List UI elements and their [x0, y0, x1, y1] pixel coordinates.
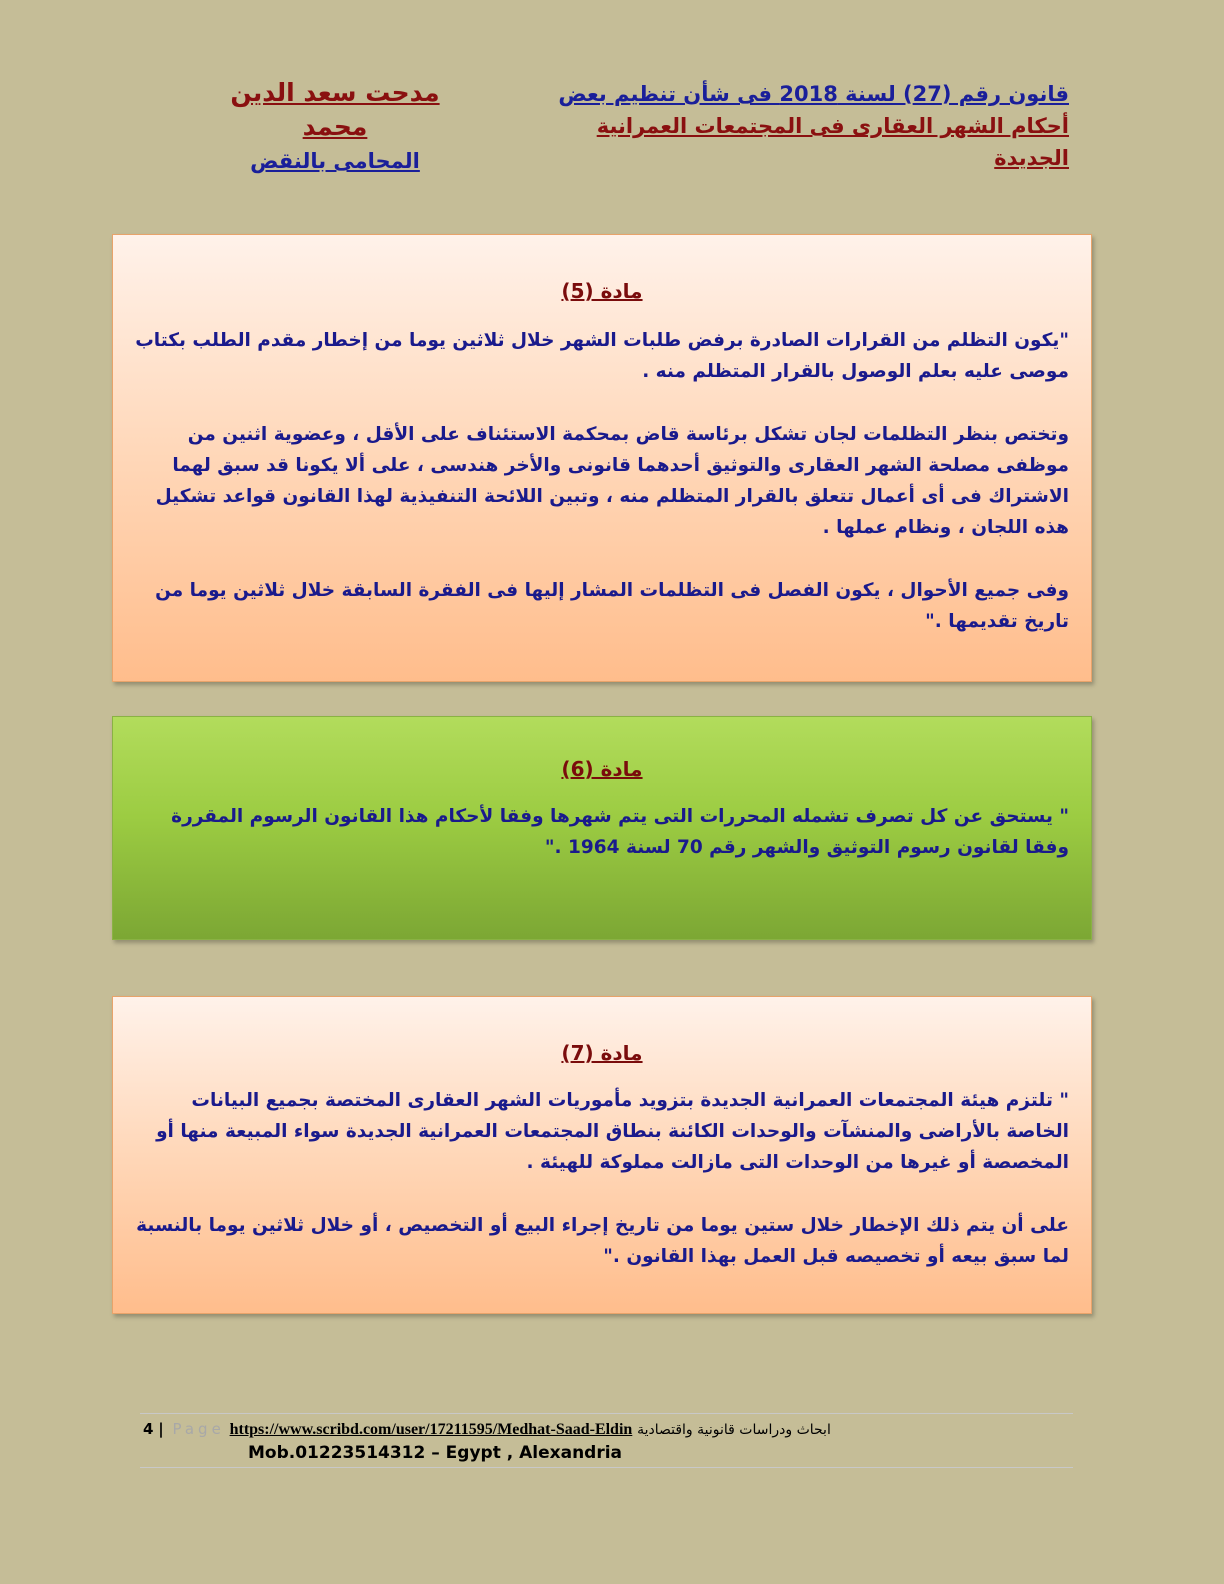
law-title-line2: أحكام الشهر العقارى فى المجتمعات العمرانية الجديدة [596, 114, 1069, 170]
law-title-line1: قانون رقم (27) لسنة 2018 فى شأن تنظيم بعض [558, 82, 1069, 106]
article-6-box [112, 716, 1092, 940]
footer-tagline: ابحاث ودراسات قانونية واقتصادية [637, 1422, 831, 1438]
footer-bottom-rule [140, 1467, 1073, 1468]
scribd-link[interactable]: https://www.scribd.com/user/17211595/Medhat-Saad-Eldin [229, 1421, 633, 1438]
article-5-title: مادة (5) [561, 279, 643, 303]
page-separator: | [158, 1420, 164, 1438]
mobile-contact: Mob.01223514312 – Egypt , Alexandria [248, 1443, 623, 1463]
footer-top-rule [140, 1413, 1073, 1414]
article-7-paragraph-1: " تلتزم هيئة المجتمعات العمرانية الجديدة بتزويد مأموريات الشهر العقارى المختصة بجميع البيانات الخاصة بالأراضى والمنشآت والوحدات الكائنة بنطاق المجتمعات العمرانية الجديدة سواء المبيعة منها أو المخصصة أو غيرها من الوحدات التى مازالت مملوكة للهيئة . [156, 1090, 1069, 1173]
article-6-paragraph-1: " يستحق عن كل تصرف تشمله المحررات التى يتم شهرها وفقا لأحكام هذا القانون الرسوم المقررة وفقا لقانون رسوم التوثيق والشهر رقم 70 لسنة 1964 ." [171, 806, 1069, 858]
footer [143, 1420, 1073, 1439]
author-name: مدحت سعد الدين محمد [230, 78, 440, 141]
law-title-block [549, 78, 1069, 174]
page-label: Page [172, 1420, 225, 1438]
author-title: المحامى بالنقض [250, 149, 420, 173]
article-7-title: مادة (7) [561, 1041, 643, 1065]
author-block [195, 76, 475, 178]
article-6-title: مادة (6) [561, 757, 643, 781]
article-7-box [112, 996, 1092, 1314]
page-number: 4 [143, 1420, 154, 1438]
article-5-paragraph-3: وفى جميع الأحوال ، يكون الفصل فى التظلمات المشار إليها فى الفقرة السابقة خلال ثلاثين يوما من تاريخ تقديمها ." [155, 580, 1069, 632]
article-7-paragraph-2: على أن يتم ذلك الإخطار خلال ستين يوما من تاريخ إجراء البيع أو التخصيص ، أو خلال ثلاثين يوما بالنسبة لما سبق بيعه أو تخصيصه قبل العمل بهذا القانون ." [136, 1215, 1069, 1267]
article-5-paragraph-1: "يكون التظلم من القرارات الصادرة برفض طلبات الشهر خلال ثلاثين يوما من إخطار مقدم الطلب بكتاب موصى عليه بعلم الوصول بالقرار المتظلم منه . [135, 330, 1069, 382]
article-5-box [112, 234, 1092, 682]
article-5-paragraph-2: وتختص بنظر التظلمات لجان تشكل برئاسة قاض بمحكمة الاستئناف على الأقل ، وعضوية اثنين من موظفى مصلحة الشهر العقارى والتوثيق أحدهما قانونى والأخر هندسى ، على ألا يكونا قد سبق لهما الاشتراك فى أى أعمال تتعلق بالقرار المتظلم منه ، وتبين اللائحة التنفيذية لهذا القانون قواعد تشكيل هذه اللجان ، ونظام عملها . [155, 424, 1069, 538]
